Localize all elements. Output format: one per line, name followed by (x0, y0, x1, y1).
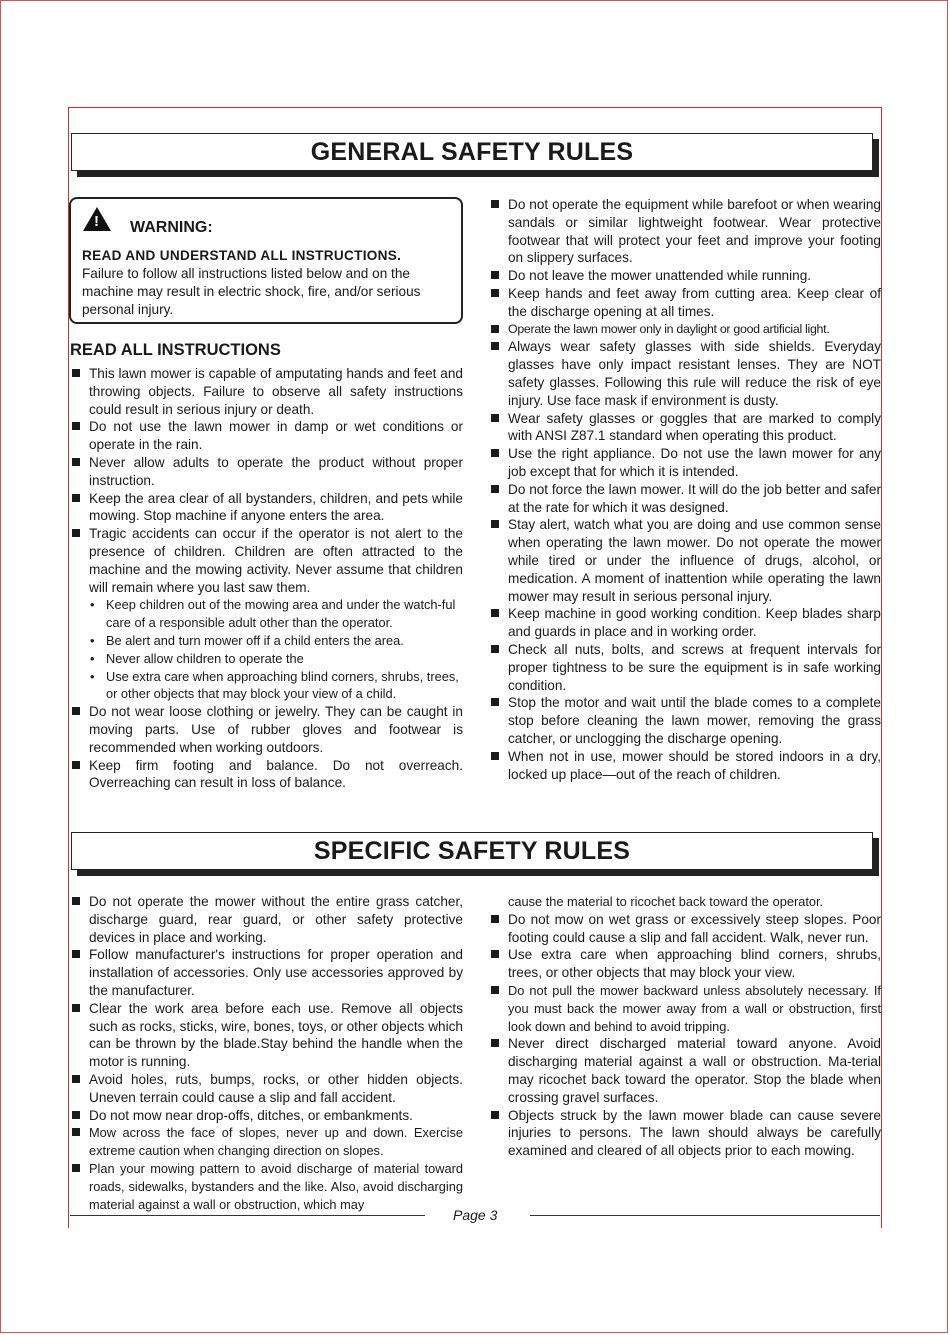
sub-list-item: • Use extra care when approaching blind corners, shrubs, trees, or other objects that may block your view of a child. (70, 668, 463, 704)
warning-text: Failure to follow all instructions listed below and on the machine may result in electric shock, fire, and/or serious personal injury. (82, 266, 421, 317)
list-item: Keep machine in good working condition. Keep blades sharp and guards in place and in working order. (489, 605, 881, 641)
list-item: Avoid holes, ruts, bumps, rocks, or other hidden objects. Uneven terrain could cause a slip and fall accident. (70, 1071, 463, 1107)
list-item: Check all nuts, bolts, and screws at frequent intervals for proper tightness to be sure the equipment is in safe working condition. (489, 641, 881, 694)
list-item: Operate the lawn mower only in daylight or good artificial light. (489, 321, 881, 339)
list-item: Use extra care when approaching blind corners, shrubs, trees, or other objects that may block your view. (489, 946, 881, 982)
list-item: Do not operate the mower without the entire grass catcher, discharge guard, rear guard, or other safety protective devices in place and working. (70, 893, 463, 946)
warning-bold-line: READ AND UNDERSTAND ALL INSTRUCTIONS. (82, 248, 402, 263)
list-item: Do not use the lawn mower in damp or wet conditions or operate in the rain. (70, 418, 463, 454)
continuation-text: cause the material to ricochet back toward the operator. (508, 894, 824, 909)
footer-rule-left (70, 1215, 425, 1216)
list-item: Tragic accidents can occur if the operator is not alert to the presence of children. Children are often attracted to the machine and the mowing activity. Never assume that children will remain where you last saw them. (70, 525, 463, 596)
footer-rule-right (530, 1215, 880, 1216)
list-item: Stay alert, watch what you are doing and use common sense when operating the lawn mower. Do not operate the mower while tired or under the influence of drugs, alcohol, or medication. A moment of inattention while operating the lawn mower may result in serious personal injury. (489, 516, 881, 605)
general-right-column (489, 196, 881, 783)
warning-box (69, 197, 463, 324)
page-number: Page 3 (453, 1207, 498, 1223)
list-item: Do not mow on wet grass or excessively steep slopes. Poor footing could cause a slip and fall accident. Walk, never run. (489, 911, 881, 947)
specific-safety-rules-banner (71, 832, 873, 870)
list-item: Do not force the lawn mower. It will do the job better and safer at the rate for which it was designed. (489, 481, 881, 517)
list-item: Mow across the face of slopes, never up and down. Exercise extreme caution when changing direction on slopes. (70, 1124, 463, 1160)
list-item: This lawn mower is capable of amputating hands and feet and throwing objects. Failure to observe all safety instructions could result in serious injury or death. (70, 365, 463, 418)
list-item: When not in use, mower should be stored indoors in a dry, locked up place—out of the reach of children. (489, 748, 881, 784)
specific-right-column (489, 893, 881, 1160)
general-safety-rules-banner (71, 133, 873, 171)
list-item: Follow manufacturer's instructions for proper operation and installation of accessories. Only use accessories approved by the manufacturer. (70, 946, 463, 999)
list-item: Do not wear loose clothing or jewelry. They can be caught in moving parts. Use of rubber gloves and footwear is recommended when working outdoors. (70, 703, 463, 756)
warning-triangle-icon: ! (83, 207, 111, 231)
list-item: Plan your mowing pattern to avoid discharge of material toward roads, sidewalks, bystanders and the like. Also, avoid discharging material against a wall or obstruction, which may (70, 1160, 463, 1213)
list-item: Do not mow near drop-offs, ditches, or embankments. (70, 1107, 463, 1125)
list-item: Do not pull the mower backward unless absolutely necessary. If you must back the mower away from a wall or obstruction, first look down and behind to avoid tripping. (489, 982, 881, 1035)
read-all-instructions-heading: READ ALL INSTRUCTIONS (70, 341, 281, 359)
list-item: Keep firm footing and balance. Do not overreach. Overreaching can result in loss of balance. (70, 757, 463, 793)
list-item: Wear safety glasses or goggles that are marked to comply with ANSI Z87.1 standard when operating this product. (489, 410, 881, 446)
list-item: Use the right appliance. Do not use the lawn mower for any job except that for which it is intended. (489, 445, 881, 481)
general-safety-rules-title: GENERAL SAFETY RULES (310, 137, 634, 166)
list-item: Never allow adults to operate the product without proper instruction. (70, 454, 463, 490)
list-item: Keep the area clear of all bystanders, children, and pets while mowing. Stop machine if anyone enters the area. (70, 490, 463, 526)
specific-safety-rules-title: SPECIFIC SAFETY RULES (313, 836, 631, 865)
list-item: Objects struck by the lawn mower blade can cause severe injuries to persons. The lawn should always be carefully examined and cleared of all objects prior to each mowing. (489, 1107, 881, 1160)
sub-list-item: • Keep children out of the mowing area and under the watch-ful care of a responsible adult other than the operator. (70, 596, 463, 632)
sub-list-item: • Never allow children to operate the (70, 650, 463, 668)
list-item: Clear the work area before each use. Remove all objects such as rocks, sticks, wire, bones, toys, or other objects which can be thrown by the blade.Stay behind the handle when the motor is running. (70, 1000, 463, 1071)
list-item: Always wear safety glasses with side shields. Everyday glasses have only impact resistant lenses. They are NOT safety glasses. Following this rule will reduce the risk of eye injury. Use face mask if environment is dusty. (489, 338, 881, 409)
list-item: Do not operate the equipment while barefoot or when wearing sandals or similar lightweight footwear. Wear protective footwear that will protect your feet and improve your footing on slippery surfaces. (489, 196, 881, 267)
warning-title: WARNING: (130, 219, 213, 236)
general-left-column (70, 365, 463, 792)
list-item: Stop the motor and wait until the blade comes to a complete stop before cleaning the lawn mower, removing the grass catcher, or unclogging the discharge opening. (489, 694, 881, 747)
list-item: Do not leave the mower unattended while running. (489, 267, 881, 285)
sub-list-item: • Be alert and turn mower off if a child enters the area. (70, 632, 463, 650)
list-item: Keep hands and feet away from cutting area. Keep clear of the discharge opening at all times. (489, 285, 881, 321)
list-item: Never direct discharged material toward anyone. Avoid discharging material against a wall or obstruction. Ma-terial may ricochet back toward the operator. Stop the blade when crossing gravel surfaces. (489, 1035, 881, 1106)
specific-left-column (70, 893, 463, 1213)
